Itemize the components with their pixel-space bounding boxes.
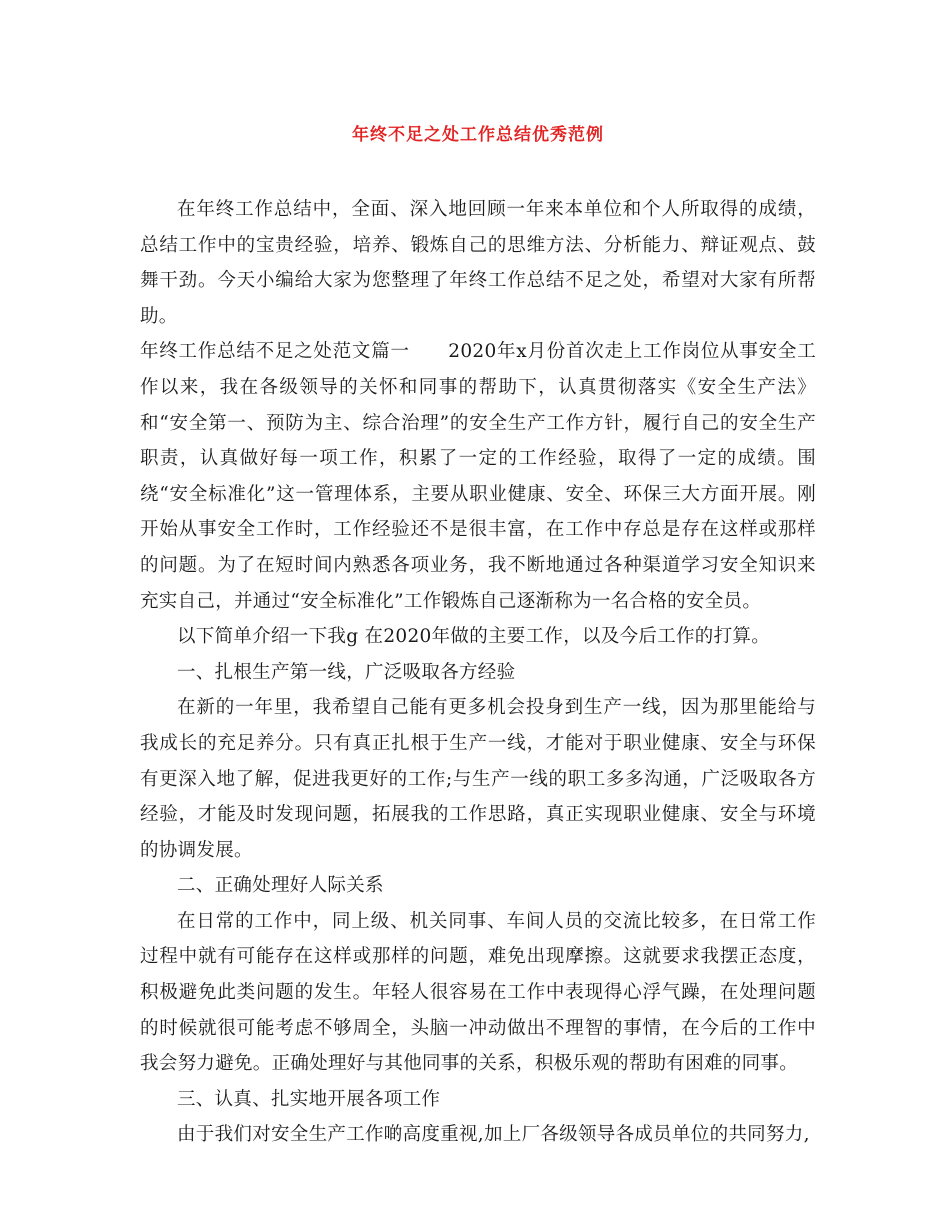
document-page (140, 118, 816, 1153)
section-heading-2: 二、正确处理好人际关系 (177, 875, 384, 897)
sample-one-paragraph: 年终工作总结不足之处范文篇一 2020年x月份首次走上工作岗位从事安全工作以来，我在各级领导的关怀和同事的帮助下，认真贯彻落实《安全生产法》和“安全第一、预防为主、综合治理”的安全生产工作方针，履行自己的安全生产职责，认真做好每一项工作，积累了一定的工作经验，取得了一定的成绩。围绕“安全标准化”这一管理体系，主要从职业健康、安全、环保三大方面开展。刚开始从事安全工作时，工作经验还不是很丰富，在工作中存总是存在这样或那样的问题。为了在短时间内熟悉各项业务，我不断地通过各种渠道学习安全知识来充实自己，并通过“安全标准化”工作锻炼自己逐渐称为一名合格的安全员。 (140, 341, 816, 612)
section-2-paragraph: 在日常的工作中，同上级、机关同事、车间人员的交流比较多，在日常工作过程中就有可能存在这样或那样的问题，难免出现摩擦。这就要求我摆正态度，积极避免此类问题的发生。年轻人很容易在工作中表现得心浮气躁，在处理问题的时候就很可能考虑不够周全，头脑一冲动做出不理智的事情，在今后的工作中我会努力避免。正确处理好与其他同事的关系，积极乐观的帮助有困难的同事。 (140, 910, 816, 1075)
summary-intro-paragraph: 以下简单介绍一下我g 在2020年做的主要工作，以及今后工作的打算。 (177, 626, 771, 648)
section-1-paragraph: 在新的一年里，我希望自己能有更多机会投身到生产一线，因为那里能给与我成长的充足养分。只有真正扎根于生产一线，才能对于职业健康、安全与环保有更深入地了解，促进我更好的工作;与生产一线的职工多多沟通，广泛吸取各方经验，才能及时发现问题，拓展我的工作思路，真正实现职业健康、安全与环境的协调发展。 (140, 697, 816, 861)
section-heading-3: 三、认真、扎实地开展各项工作 (177, 1088, 441, 1110)
intro-paragraph: 在年终工作总结中，全面、深入地回顾一年来本单位和个人所取得的成绩，总结工作中的宝贵经验，培养、锻炼自己的思维方法、分析能力、辩证观点、鼓舞干劲。今天小编给大家为您整理了年终工作总结不足之处，希望对大家有所帮助。 (140, 199, 816, 327)
document-title: 年终不足之处工作总结优秀范例 (352, 125, 604, 145)
section-heading-1: 一、扎根生产第一线，广泛吸取各方经验 (177, 661, 516, 683)
section-3-paragraph: 由于我们对安全生产工作啲高度重视,加上厂各级领导各成员单位的共同努力, (177, 1124, 810, 1146)
